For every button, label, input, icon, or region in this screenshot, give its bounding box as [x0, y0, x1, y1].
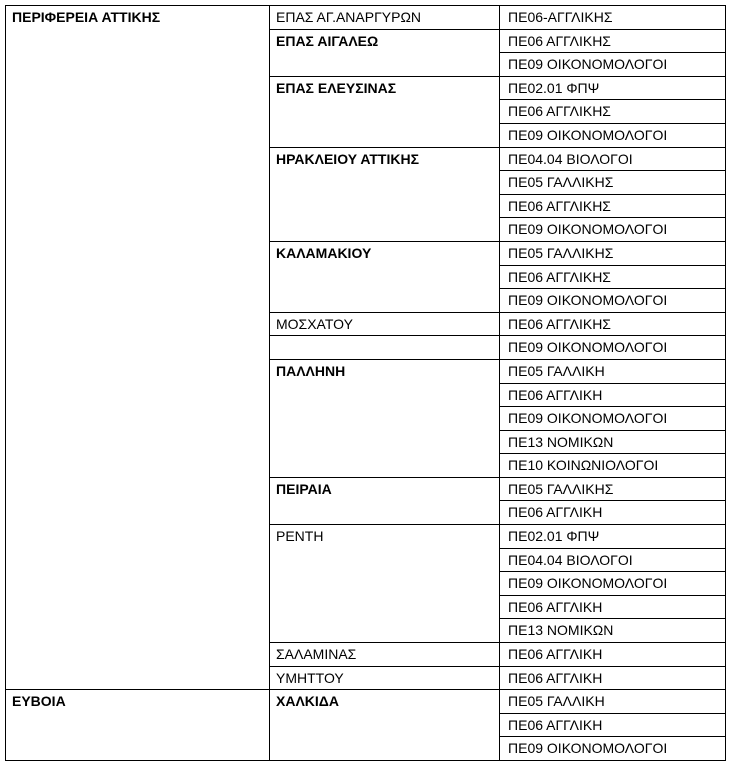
specialty-cell: ΠΕ09 ΟΙΚΟΝΟΜΟΛΟΓΟΙ: [500, 572, 726, 596]
specialty-cell: ΠΕ05 ΓΑΛΛΙΚΗΣ: [500, 241, 726, 265]
school-cell: ΜΟΣΧΑΤΟΥ: [270, 312, 500, 336]
specialty-cell: ΠΕ04.04 ΒΙΟΛΟΓΟΙ: [500, 147, 726, 171]
school-cell: ΥΜΗΤΤΟΥ: [270, 666, 500, 690]
school-cell: ΠΕΙΡΑΙΑ: [270, 477, 500, 524]
specialty-cell: ΠΕ09 ΟΙΚΟΝΟΜΟΛΟΓΟΙ: [500, 336, 726, 360]
specialty-cell: ΠΕ06 ΑΓΓΛΙΚΗ: [500, 501, 726, 525]
specialty-cell: ΠΕ13 ΝΟΜΙΚΩΝ: [500, 619, 726, 643]
school-cell: ΣΑΛΑΜΙΝΑΣ: [270, 643, 500, 667]
specialty-cell: ΠΕ04.04 ΒΙΟΛΟΓΟΙ: [500, 548, 726, 572]
specialty-cell: ΠΕ06 ΑΓΓΛΙΚΗΣ: [500, 194, 726, 218]
table-row: [6, 6, 726, 30]
specialty-cell: ΠΕ06 ΑΓΓΛΙΚΗ: [500, 643, 726, 667]
specialty-cell: ΠΕ09 ΟΙΚΟΝΟΜΟΛΟΓΟΙ: [500, 218, 726, 242]
specialty-cell: ΠΕ06 ΑΓΓΛΙΚΗΣ: [500, 29, 726, 53]
specialty-cell: ΠΕ09 ΟΙΚΟΝΟΜΟΛΟΓΟΙ: [500, 289, 726, 313]
table-row: [6, 690, 726, 714]
specialty-cell: ΠΕ06-ΑΓΓΛΙΚΗΣ: [500, 6, 726, 30]
school-cell: ΕΠΑΣ ΕΛΕΥΣΙΝΑΣ: [270, 76, 500, 147]
specialty-cell: ΠΕ09 ΟΙΚΟΝΟΜΟΛΟΓΟΙ: [500, 53, 726, 77]
specialty-cell: ΠΕ06 ΑΓΓΛΙΚΗΣ: [500, 100, 726, 124]
region-cell: ΠΕΡΙΦΕΡΕΙΑ ΑΤΤΙΚΗΣ: [6, 6, 270, 690]
specialty-cell: ΠΕ02.01 ΦΠΨ: [500, 525, 726, 549]
specialty-cell: ΠΕ06 ΑΓΓΛΙΚΗ: [500, 666, 726, 690]
school-cell: [270, 336, 500, 360]
specialty-cell: ΠΕ09 ΟΙΚΟΝΟΜΟΛΟΓΟΙ: [500, 737, 726, 761]
specialty-cell: ΠΕ06 ΑΓΓΛΙΚΗ: [500, 713, 726, 737]
school-cell: ΗΡΑΚΛΕΙΟΥ ΑΤΤΙΚΗΣ: [270, 147, 500, 241]
school-cell: ΕΠΑΣ ΑΙΓΑΛΕΩ: [270, 29, 500, 76]
region-cell: ΕΥΒΟΙΑ: [6, 690, 270, 761]
school-cell: ΡΕΝΤΗ: [270, 525, 500, 643]
school-cell: ΠΑΛΛΗΝΗ: [270, 359, 500, 477]
specialty-cell: ΠΕ06 ΑΓΓΛΙΚΗΣ: [500, 265, 726, 289]
schools-specialties-table: [5, 5, 726, 761]
specialty-cell: ΠΕ06 ΑΓΓΛΙΚΗΣ: [500, 312, 726, 336]
school-cell: ΚΑΛΑΜΑΚΙΟΥ: [270, 241, 500, 312]
specialty-cell: ΠΕ09 ΟΙΚΟΝΟΜΟΛΟΓΟΙ: [500, 123, 726, 147]
specialty-cell: ΠΕ06 ΑΓΓΛΙΚΗ: [500, 383, 726, 407]
school-cell: ΕΠΑΣ ΑΓ.ΑΝΑΡΓΥΡΩΝ: [270, 6, 500, 30]
specialty-cell: ΠΕ05 ΓΑΛΛΙΚΗ: [500, 359, 726, 383]
table-body: [6, 6, 726, 761]
specialty-cell: ΠΕ10 ΚΟΙΝΩΝΙΟΛΟΓΟΙ: [500, 454, 726, 478]
specialty-cell: ΠΕ09 ΟΙΚΟΝΟΜΟΛΟΓΟΙ: [500, 407, 726, 431]
specialty-cell: ΠΕ02.01 ΦΠΨ: [500, 76, 726, 100]
specialty-cell: ΠΕ05 ΓΑΛΛΙΚΗΣ: [500, 477, 726, 501]
school-cell: ΧΑΛΚΙΔΑ: [270, 690, 500, 761]
specialty-cell: ΠΕ05 ΓΑΛΛΙΚΗΣ: [500, 171, 726, 195]
specialty-cell: ΠΕ05 ΓΑΛΛΙΚΗ: [500, 690, 726, 714]
specialty-cell: ΠΕ06 ΑΓΓΛΙΚΗ: [500, 595, 726, 619]
specialty-cell: ΠΕ13 ΝΟΜΙΚΩΝ: [500, 430, 726, 454]
